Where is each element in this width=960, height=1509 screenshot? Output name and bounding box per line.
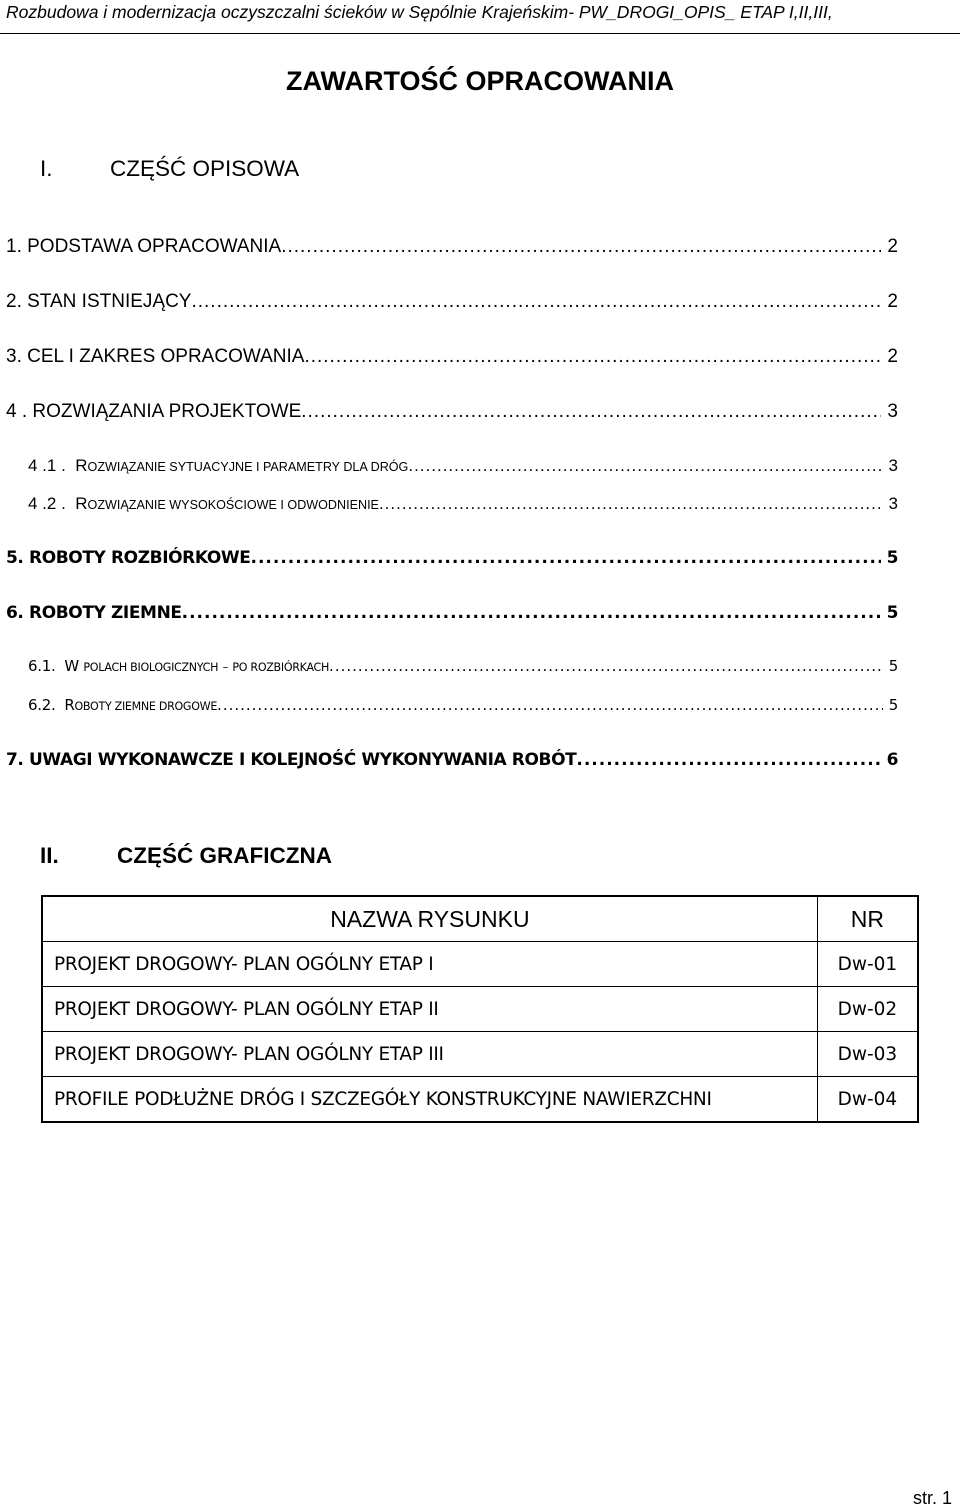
toc-entry-initial: R (64, 696, 75, 714)
toc-entry-number: 4 .2 . (28, 494, 66, 513)
toc-entry-text: OZWIĄZANIE SYTUACYJNE I PARAMETRY DLA DRÓG (87, 460, 409, 474)
toc-entry-initial: R (75, 494, 88, 513)
toc-entry-title: 5. ROBOTY ROZBIÓRKOWE (6, 548, 251, 568)
toc-entry-title: 7. UWAGI WYKONAWCZE I KOLEJNOŚĆ WYKONYWANIA ROBÓT (6, 750, 577, 770)
toc-entry-number: 6.2. (28, 696, 56, 714)
toc-entry-page: 5 (888, 696, 898, 714)
toc-entry[interactable] (6, 346, 898, 368)
toc-entry[interactable] (6, 236, 898, 258)
running-header: Rozbudowa i modernizacja oczyszczalni ścieków w Sępólnie Krajeńskim- PW_DROGI_OPIS_ ETAP I,II,III, (6, 2, 833, 22)
table-row (43, 942, 917, 987)
toc-entry-title: 6. ROBOTY ZIEMNE (6, 603, 182, 623)
toc-entry[interactable] (6, 603, 898, 623)
table-header-row (43, 897, 917, 942)
drawing-name: PROJEKT DROGOWY- PLAN OGÓLNY ETAP III (43, 1032, 818, 1077)
toc-subentry[interactable] (28, 696, 898, 714)
toc-leader-dots (576, 750, 880, 770)
toc-leader-dots (408, 456, 882, 476)
drawing-number: Dw-02 (818, 987, 917, 1032)
drawing-name: PROFILE PODŁUŻNE DRÓG I SZCZEGÓŁY KONSTRUKCYJNE NAWIERZCHNI (43, 1077, 818, 1121)
toc-entry[interactable] (6, 401, 898, 423)
drawing-name: PROJEKT DROGOWY- PLAN OGÓLNY ETAP II (43, 987, 818, 1032)
toc-entry-title (28, 456, 408, 476)
toc-entry[interactable] (6, 291, 898, 313)
table-row (43, 987, 917, 1032)
header-rule (0, 33, 960, 34)
toc-leader-dots (251, 548, 881, 568)
drawing-number: Dw-01 (818, 942, 917, 987)
toc-entry-number: 6.1. (28, 657, 56, 675)
toc-entry-number: 4 .1 . (28, 456, 66, 475)
drawing-number: Dw-03 (818, 1032, 917, 1077)
table-row (43, 1032, 917, 1077)
toc-entry[interactable] (6, 750, 898, 770)
toc-entry-text: POLACH BIOLOGICZNYCH (83, 661, 219, 674)
toc-entry-page: 5 (886, 603, 898, 623)
toc-entry-page: 2 (887, 346, 898, 367)
toc-subentry[interactable] (28, 494, 898, 514)
part-2-heading (40, 843, 440, 871)
toc-leader-dots (304, 346, 881, 368)
toc-entry-page: 6 (886, 750, 898, 770)
drawings-table (41, 895, 919, 1123)
toc-entry-text: OBOTY ZIEMNE DROGOWE (74, 700, 218, 713)
part-1-number: I. (40, 156, 53, 181)
toc-leader-dots (329, 657, 883, 675)
toc-entry-page: 5 (886, 548, 898, 568)
toc-entry-title: 2. STAN ISTNIEJĄCY (6, 291, 192, 312)
toc-entry-page: 3 (888, 456, 898, 475)
toc-leader-dots (182, 603, 881, 623)
toc-entry-text: PO ROZBIÓRKACH (232, 661, 330, 674)
part-1-label: CZĘŚĆ OPISOWA (110, 156, 300, 181)
toc-entry-initial: W (64, 657, 79, 675)
toc-entry-page: 3 (888, 494, 898, 513)
column-header-name: NAZWA RYSUNKU (43, 897, 818, 942)
table-row (43, 1077, 917, 1121)
toc-leader-dots (281, 236, 881, 258)
document-title: ZAWARTOŚĆ OPRACOWANIA (285, 66, 674, 96)
toc-entry-page: 3 (887, 401, 898, 422)
part-2-number: II. (40, 843, 59, 868)
toc-entry-title: 3. CEL I ZAKRES OPRACOWANIA (6, 346, 305, 367)
part-2-label: CZĘŚĆ GRAFICZNA (117, 843, 332, 868)
toc-entry-title (28, 696, 217, 714)
toc-entry-title: 1. PODSTAWA OPRACOWANIA (6, 236, 282, 257)
part-1-heading (40, 156, 440, 184)
toc-entry-page: 2 (887, 236, 898, 257)
toc-entry-page: 5 (888, 657, 898, 675)
toc-entry[interactable] (6, 548, 898, 568)
toc-leader-dots (191, 291, 881, 313)
drawing-number: Dw-04 (837, 1088, 898, 1110)
toc-subentry[interactable] (28, 657, 898, 675)
toc-leader-dots (301, 401, 881, 423)
toc-leader-dots (379, 494, 883, 514)
toc-entry-title (28, 494, 379, 514)
toc-entry-page: 2 (887, 291, 898, 312)
column-header-nr: NR (818, 897, 917, 942)
toc-entry-title: 4 . ROZWIĄZANIA PROJEKTOWE (6, 401, 302, 422)
toc-entry-title (28, 657, 329, 675)
toc-entry-text: OZWIĄZANIE WYSOKOŚCIOWE I ODWODNIENIE (87, 498, 379, 512)
toc-entry-separator: – (222, 661, 228, 674)
drawing-name: PROJEKT DROGOWY- PLAN OGÓLNY ETAP I (43, 942, 818, 987)
toc-leader-dots (217, 696, 883, 714)
toc-subentry[interactable] (28, 456, 898, 476)
toc-entry-initial: R (75, 456, 88, 475)
page-number: str. 1 (912, 1488, 952, 1508)
